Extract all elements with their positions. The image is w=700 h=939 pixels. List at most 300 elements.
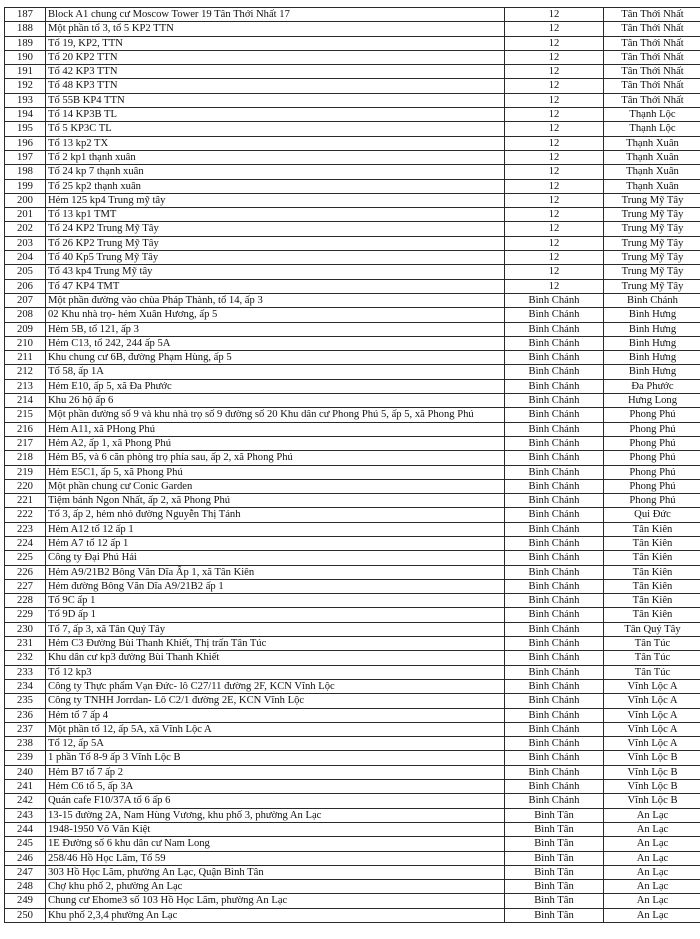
ward-cell: An Lạc bbox=[604, 880, 700, 894]
district-cell: Bình Chánh bbox=[505, 608, 604, 622]
row-number-cell: 221 bbox=[5, 494, 46, 508]
table-row bbox=[5, 579, 700, 593]
table-row bbox=[5, 251, 700, 265]
row-number-cell: 241 bbox=[5, 780, 46, 794]
row-number-cell: 187 bbox=[5, 8, 46, 22]
row-number-cell: 207 bbox=[5, 293, 46, 307]
table-row bbox=[5, 136, 700, 150]
address-cell: Hẻm B7 tổ 7 ấp 2 bbox=[46, 765, 505, 779]
address-cell: Tổ 12 kp3 bbox=[46, 665, 505, 679]
table-row bbox=[5, 837, 700, 851]
row-number-cell: 250 bbox=[5, 908, 46, 922]
district-cell: 12 bbox=[505, 79, 604, 93]
district-cell: Bình Chánh bbox=[505, 665, 604, 679]
row-number-cell: 190 bbox=[5, 50, 46, 64]
district-cell: Bình Chánh bbox=[505, 780, 604, 794]
district-cell: Bình Tân bbox=[505, 908, 604, 922]
address-cell: Tổ 3, ấp 2, hẻm nhỏ đường Nguyễn Thị Tánh bbox=[46, 508, 505, 522]
table-row bbox=[5, 808, 700, 822]
district-cell: Bình Chánh bbox=[505, 694, 604, 708]
address-cell: Hẻm tổ 7 ấp 4 bbox=[46, 708, 505, 722]
district-cell: Bình Chánh bbox=[505, 565, 604, 579]
district-cell: Bình Chánh bbox=[505, 765, 604, 779]
district-cell: Bình Chánh bbox=[505, 794, 604, 808]
address-cell: Tổ 24 kp 7 thạnh xuân bbox=[46, 165, 505, 179]
row-number-cell: 223 bbox=[5, 522, 46, 536]
ward-cell: Tân Túc bbox=[604, 665, 700, 679]
district-cell: Bình Chánh bbox=[505, 551, 604, 565]
district-cell: Bình Chánh bbox=[505, 708, 604, 722]
table-row bbox=[5, 708, 700, 722]
ward-cell: An Lạc bbox=[604, 908, 700, 922]
address-cell: Một phần chung cư Conic Garden bbox=[46, 479, 505, 493]
ward-cell: Tân Kiên bbox=[604, 579, 700, 593]
row-number-cell: 211 bbox=[5, 351, 46, 365]
district-cell: 12 bbox=[505, 8, 604, 22]
table-row bbox=[5, 637, 700, 651]
row-number-cell: 209 bbox=[5, 322, 46, 336]
row-number-cell: 244 bbox=[5, 822, 46, 836]
table-row bbox=[5, 608, 700, 622]
table-row bbox=[5, 865, 700, 879]
district-cell: Bình Tân bbox=[505, 837, 604, 851]
address-cell: Tổ 40 Kp5 Trung Mỹ Tây bbox=[46, 251, 505, 265]
table-row bbox=[5, 694, 700, 708]
district-cell: Bình Chánh bbox=[505, 351, 604, 365]
district-cell: 12 bbox=[505, 179, 604, 193]
ward-cell: Phong Phú bbox=[604, 451, 700, 465]
table-row bbox=[5, 665, 700, 679]
ward-cell: Vĩnh Lộc A bbox=[604, 722, 700, 736]
table-row bbox=[5, 365, 700, 379]
district-cell: 12 bbox=[505, 93, 604, 107]
table-row bbox=[5, 751, 700, 765]
ward-cell: Tân Thới Nhất bbox=[604, 8, 700, 22]
district-cell: Bình Chánh bbox=[505, 722, 604, 736]
district-cell: Bình Chánh bbox=[505, 422, 604, 436]
row-number-cell: 249 bbox=[5, 894, 46, 908]
row-number-cell: 222 bbox=[5, 508, 46, 522]
row-number-cell: 246 bbox=[5, 851, 46, 865]
district-cell: Bình Chánh bbox=[505, 494, 604, 508]
ward-cell: Trung Mỹ Tây bbox=[604, 236, 700, 250]
table-row bbox=[5, 279, 700, 293]
table-row bbox=[5, 394, 700, 408]
address-cell: Tổ 13 kp1 TMT bbox=[46, 208, 505, 222]
district-cell: Bình Chánh bbox=[505, 751, 604, 765]
ward-cell: Bình Hưng bbox=[604, 308, 700, 322]
ward-cell: Thạnh Lộc bbox=[604, 108, 700, 122]
ward-cell: Tân Kiên bbox=[604, 608, 700, 622]
district-cell: 12 bbox=[505, 36, 604, 50]
table-row bbox=[5, 465, 700, 479]
district-cell: Bình Chánh bbox=[505, 436, 604, 450]
district-cell: Bình Chánh bbox=[505, 365, 604, 379]
table-row bbox=[5, 93, 700, 107]
district-cell: Bình Tân bbox=[505, 822, 604, 836]
row-number-cell: 214 bbox=[5, 394, 46, 408]
ward-cell: Tân Thới Nhất bbox=[604, 65, 700, 79]
row-number-cell: 231 bbox=[5, 637, 46, 651]
ward-cell: Trung Mỹ Tây bbox=[604, 193, 700, 207]
ward-cell: Vĩnh Lộc B bbox=[604, 794, 700, 808]
address-cell: Tổ 9C ấp 1 bbox=[46, 594, 505, 608]
address-cell: Tiệm bánh Ngon Nhất, ấp 2, xã Phong Phú bbox=[46, 494, 505, 508]
address-cell: Tổ 20 KP2 TTN bbox=[46, 50, 505, 64]
district-cell: 12 bbox=[505, 50, 604, 64]
ward-cell: Trung Mỹ Tây bbox=[604, 251, 700, 265]
district-cell: 12 bbox=[505, 122, 604, 136]
row-number-cell: 202 bbox=[5, 222, 46, 236]
address-cell: 1 phần Tổ 8-9 ấp 3 Vĩnh Lộc B bbox=[46, 751, 505, 765]
table-row bbox=[5, 165, 700, 179]
ward-cell: Tân Kiên bbox=[604, 551, 700, 565]
row-number-cell: 218 bbox=[5, 451, 46, 465]
row-number-cell: 227 bbox=[5, 579, 46, 593]
row-number-cell: 195 bbox=[5, 122, 46, 136]
table-row bbox=[5, 65, 700, 79]
ward-cell: Phong Phú bbox=[604, 436, 700, 450]
address-cell: 13-15 đường 2A, Nam Hùng Vương, khu phố 3, phường An Lạc bbox=[46, 808, 505, 822]
district-cell: 12 bbox=[505, 165, 604, 179]
ward-cell: Phong Phú bbox=[604, 494, 700, 508]
ward-cell: Bình Hưng bbox=[604, 351, 700, 365]
district-cell: Bình Tân bbox=[505, 894, 604, 908]
district-cell: 12 bbox=[505, 136, 604, 150]
ward-cell: Tân Kiên bbox=[604, 522, 700, 536]
ward-cell: Thạnh Xuân bbox=[604, 165, 700, 179]
district-cell: 12 bbox=[505, 22, 604, 36]
table-row bbox=[5, 679, 700, 693]
ward-cell: Phong Phú bbox=[604, 465, 700, 479]
row-number-cell: 204 bbox=[5, 251, 46, 265]
table-row bbox=[5, 565, 700, 579]
table-row bbox=[5, 336, 700, 350]
ward-cell: Vĩnh Lộc B bbox=[604, 751, 700, 765]
row-number-cell: 194 bbox=[5, 108, 46, 122]
ward-cell: Bình Hưng bbox=[604, 365, 700, 379]
table-row bbox=[5, 193, 700, 207]
district-cell: Bình Tân bbox=[505, 880, 604, 894]
district-cell: 12 bbox=[505, 251, 604, 265]
table-row bbox=[5, 150, 700, 164]
table-row bbox=[5, 422, 700, 436]
address-cell: Tổ 7, ấp 3, xã Tân Quý Tây bbox=[46, 622, 505, 636]
district-cell: Bình Chánh bbox=[505, 622, 604, 636]
ward-cell: An Lạc bbox=[604, 837, 700, 851]
row-number-cell: 199 bbox=[5, 179, 46, 193]
address-cell: Hẻm E10, ấp 5, xã Đa Phước bbox=[46, 379, 505, 393]
row-number-cell: 243 bbox=[5, 808, 46, 822]
row-number-cell: 237 bbox=[5, 722, 46, 736]
address-cell: Hẻm B5, và 6 căn phòng trọ phía sau, ấp 2, xã Phong Phú bbox=[46, 451, 505, 465]
district-cell: Bình Chánh bbox=[505, 737, 604, 751]
row-number-cell: 212 bbox=[5, 365, 46, 379]
ward-cell: Phong Phú bbox=[604, 479, 700, 493]
row-number-cell: 196 bbox=[5, 136, 46, 150]
ward-cell: Trung Mỹ Tây bbox=[604, 208, 700, 222]
address-cell: Tổ 43 kp4 Trung Mỹ tây bbox=[46, 265, 505, 279]
ward-cell: Vĩnh Lộc B bbox=[604, 780, 700, 794]
address-cell: Tổ 19, KP2, TTN bbox=[46, 36, 505, 50]
table-row bbox=[5, 737, 700, 751]
table-row bbox=[5, 536, 700, 550]
row-number-cell: 225 bbox=[5, 551, 46, 565]
table-row bbox=[5, 265, 700, 279]
ward-cell: Bình Hưng bbox=[604, 322, 700, 336]
district-cell: Bình Chánh bbox=[505, 508, 604, 522]
row-number-cell: 229 bbox=[5, 608, 46, 622]
ward-cell: Hưng Long bbox=[604, 394, 700, 408]
address-cell: Một phần tổ 12, ấp 5A, xã Vĩnh Lộc A bbox=[46, 722, 505, 736]
table-row bbox=[5, 908, 700, 922]
ward-cell: Phong Phú bbox=[604, 408, 700, 422]
address-cell: Tổ 2 kp1 thạnh xuân bbox=[46, 150, 505, 164]
table-row bbox=[5, 122, 700, 136]
address-cell: Tổ 26 KP2 Trung Mỹ Tây bbox=[46, 236, 505, 250]
row-number-cell: 193 bbox=[5, 93, 46, 107]
address-cell: Hẻm A7 tổ 12 ấp 1 bbox=[46, 536, 505, 550]
table-row bbox=[5, 308, 700, 322]
table-row bbox=[5, 494, 700, 508]
row-number-cell: 200 bbox=[5, 193, 46, 207]
address-cell: Khu dân cư kp3 đường Bùi Thanh Khiết bbox=[46, 651, 505, 665]
address-cell: Công ty TNHH Jorrdan- Lô C2/1 đường 2E, KCN Vĩnh Lộc bbox=[46, 694, 505, 708]
table-row bbox=[5, 722, 700, 736]
ward-cell: Thạnh Xuân bbox=[604, 136, 700, 150]
table-row bbox=[5, 594, 700, 608]
table-row bbox=[5, 79, 700, 93]
row-number-cell: 242 bbox=[5, 794, 46, 808]
table-row bbox=[5, 822, 700, 836]
district-cell: 12 bbox=[505, 65, 604, 79]
address-cell: Hẻm C6 tổ 5, ấp 3A bbox=[46, 780, 505, 794]
district-cell: Bình Chánh bbox=[505, 679, 604, 693]
row-number-cell: 210 bbox=[5, 336, 46, 350]
district-cell: 12 bbox=[505, 193, 604, 207]
district-cell: Bình Chánh bbox=[505, 637, 604, 651]
district-cell: 12 bbox=[505, 236, 604, 250]
ward-cell: Tân Thới Nhất bbox=[604, 79, 700, 93]
row-number-cell: 233 bbox=[5, 665, 46, 679]
ward-cell: Trung Mỹ Tây bbox=[604, 265, 700, 279]
table-row bbox=[5, 208, 700, 222]
ward-cell: Bình Hưng bbox=[604, 336, 700, 350]
address-cell: Tổ 42 KP3 TTN bbox=[46, 65, 505, 79]
district-cell: Bình Tân bbox=[505, 865, 604, 879]
table-row bbox=[5, 236, 700, 250]
row-number-cell: 235 bbox=[5, 694, 46, 708]
table-row bbox=[5, 408, 700, 422]
table-row bbox=[5, 293, 700, 307]
address-cell: Tổ 12, ấp 5A bbox=[46, 737, 505, 751]
address-cell: Hẻm C13, tổ 242, 244 ấp 5A bbox=[46, 336, 505, 350]
table-row bbox=[5, 794, 700, 808]
address-cell: Công ty Đại Phú Hải bbox=[46, 551, 505, 565]
table-row bbox=[5, 508, 700, 522]
ward-cell: Bình Chánh bbox=[604, 293, 700, 307]
row-number-cell: 201 bbox=[5, 208, 46, 222]
ward-cell: Tân Thới Nhất bbox=[604, 50, 700, 64]
table-body bbox=[5, 8, 700, 923]
row-number-cell: 220 bbox=[5, 479, 46, 493]
table-row bbox=[5, 522, 700, 536]
address-cell: Hẻm A12 tổ 12 ấp 1 bbox=[46, 522, 505, 536]
table-row bbox=[5, 50, 700, 64]
row-number-cell: 228 bbox=[5, 594, 46, 608]
address-cell: Tổ 9D ấp 1 bbox=[46, 608, 505, 622]
address-cell: Hẻm C3 Đường Bùi Thanh Khiết, Thị trấn Tân Túc bbox=[46, 637, 505, 651]
district-cell: Bình Chánh bbox=[505, 379, 604, 393]
ward-cell: Tân Kiên bbox=[604, 536, 700, 550]
address-cell: 303 Hồ Học Lãm, phường An Lạc, Quận Bình Tân bbox=[46, 865, 505, 879]
row-number-cell: 192 bbox=[5, 79, 46, 93]
ward-cell: An Lạc bbox=[604, 865, 700, 879]
district-cell: 12 bbox=[505, 150, 604, 164]
district-cell: 12 bbox=[505, 265, 604, 279]
ward-cell: Tân Túc bbox=[604, 651, 700, 665]
address-cell: Hẻm đường Bông Văn Dĩa A9/21B2 ấp 1 bbox=[46, 579, 505, 593]
ward-cell: Tân Kiên bbox=[604, 594, 700, 608]
table-row bbox=[5, 351, 700, 365]
row-number-cell: 206 bbox=[5, 279, 46, 293]
ward-cell: Trung Mỹ Tây bbox=[604, 279, 700, 293]
district-cell: Bình Chánh bbox=[505, 651, 604, 665]
district-cell: Bình Chánh bbox=[505, 579, 604, 593]
district-cell: Bình Tân bbox=[505, 851, 604, 865]
row-number-cell: 232 bbox=[5, 651, 46, 665]
address-cell: Một phần tổ 3, tổ 5 KP2 TTN bbox=[46, 22, 505, 36]
row-number-cell: 188 bbox=[5, 22, 46, 36]
row-number-cell: 238 bbox=[5, 737, 46, 751]
ward-cell: Thạnh Xuân bbox=[604, 150, 700, 164]
ward-cell: Trung Mỹ Tây bbox=[604, 222, 700, 236]
address-cell: Công ty Thực phẩm Vạn Đức- lô C27/11 đường 2F, KCN Vĩnh Lộc bbox=[46, 679, 505, 693]
district-cell: Bình Chánh bbox=[505, 293, 604, 307]
district-cell: Bình Chánh bbox=[505, 322, 604, 336]
address-cell: Tổ 47 KP4 TMT bbox=[46, 279, 505, 293]
address-cell: Tổ 13 kp2 TX bbox=[46, 136, 505, 150]
ward-cell: An Lạc bbox=[604, 894, 700, 908]
address-cell: Tổ 14 KP3B TL bbox=[46, 108, 505, 122]
address-cell: 1E Đường số 6 khu dân cư Nam Long bbox=[46, 837, 505, 851]
address-cell: 258/46 Hồ Học Lãm, Tổ 59 bbox=[46, 851, 505, 865]
row-number-cell: 197 bbox=[5, 150, 46, 164]
ward-cell: Tân Thới Nhất bbox=[604, 22, 700, 36]
district-cell: Bình Chánh bbox=[505, 336, 604, 350]
district-cell: Bình Chánh bbox=[505, 522, 604, 536]
table-row bbox=[5, 179, 700, 193]
row-number-cell: 216 bbox=[5, 422, 46, 436]
address-cell: Hẻm 5B, tổ 121, ấp 3 bbox=[46, 322, 505, 336]
table-row bbox=[5, 622, 700, 636]
district-cell: 12 bbox=[505, 208, 604, 222]
address-cell: Khu 26 hộ ấp 6 bbox=[46, 394, 505, 408]
ward-cell: Tân Túc bbox=[604, 637, 700, 651]
row-number-cell: 239 bbox=[5, 751, 46, 765]
address-cell: 1948-1950 Võ Văn Kiệt bbox=[46, 822, 505, 836]
district-cell: Bình Chánh bbox=[505, 408, 604, 422]
district-cell: 12 bbox=[505, 222, 604, 236]
district-cell: 12 bbox=[505, 108, 604, 122]
ward-cell: Thạnh Lộc bbox=[604, 122, 700, 136]
address-cell: Một phần đường vào chùa Pháp Thành, tổ 14, ấp 3 bbox=[46, 293, 505, 307]
address-cell: Hẻm A9/21B2 Bông Văn Dĩa Ấp 1, xã Tân Kiên bbox=[46, 565, 505, 579]
row-number-cell: 230 bbox=[5, 622, 46, 636]
address-cell: 02 Khu nhà trọ- hẻm Xuân Hương, ấp 5 bbox=[46, 308, 505, 322]
district-cell: Bình Chánh bbox=[505, 451, 604, 465]
row-number-cell: 236 bbox=[5, 708, 46, 722]
district-cell: Bình Chánh bbox=[505, 536, 604, 550]
row-number-cell: 189 bbox=[5, 36, 46, 50]
address-cell: Chợ khu phố 2, phường An Lạc bbox=[46, 880, 505, 894]
ward-cell: Qui Đức bbox=[604, 508, 700, 522]
ward-cell: An Lạc bbox=[604, 822, 700, 836]
district-cell: Bình Tân bbox=[505, 808, 604, 822]
ward-cell: Vĩnh Lộc A bbox=[604, 708, 700, 722]
address-cell: Hẻm E5C1, ấp 5, xã Phong Phú bbox=[46, 465, 505, 479]
table-row bbox=[5, 222, 700, 236]
row-number-cell: 191 bbox=[5, 65, 46, 79]
table-row bbox=[5, 108, 700, 122]
table-row bbox=[5, 894, 700, 908]
row-number-cell: 213 bbox=[5, 379, 46, 393]
address-table bbox=[4, 7, 700, 923]
table-row bbox=[5, 780, 700, 794]
address-cell: Tổ 58, ấp 1A bbox=[46, 365, 505, 379]
row-number-cell: 247 bbox=[5, 865, 46, 879]
ward-cell: Tân Thới Nhất bbox=[604, 93, 700, 107]
row-number-cell: 217 bbox=[5, 436, 46, 450]
ward-cell: Vĩnh Lộc A bbox=[604, 679, 700, 693]
ward-cell: Tân Quý Tây bbox=[604, 622, 700, 636]
row-number-cell: 224 bbox=[5, 536, 46, 550]
address-cell: Tổ 24 KP2 Trung Mỹ Tây bbox=[46, 222, 505, 236]
ward-cell: Vĩnh Lộc B bbox=[604, 765, 700, 779]
row-number-cell: 226 bbox=[5, 565, 46, 579]
ward-cell: An Lạc bbox=[604, 851, 700, 865]
address-cell: Tổ 48 KP3 TTN bbox=[46, 79, 505, 93]
address-cell: Tổ 55B KP4 TTN bbox=[46, 93, 505, 107]
address-cell: Hẻm A11, xã PHong Phú bbox=[46, 422, 505, 436]
district-cell: Bình Chánh bbox=[505, 479, 604, 493]
address-cell: Hẻm A2, ấp 1, xã Phong Phú bbox=[46, 436, 505, 450]
table-row bbox=[5, 36, 700, 50]
table-row bbox=[5, 379, 700, 393]
table-row bbox=[5, 651, 700, 665]
row-number-cell: 198 bbox=[5, 165, 46, 179]
row-number-cell: 205 bbox=[5, 265, 46, 279]
address-cell: Tổ 5 KP3C TL bbox=[46, 122, 505, 136]
row-number-cell: 245 bbox=[5, 837, 46, 851]
row-number-cell: 208 bbox=[5, 308, 46, 322]
ward-cell: Tân Kiên bbox=[604, 565, 700, 579]
address-cell: Quán cafe F10/37A tổ 6 ấp 6 bbox=[46, 794, 505, 808]
table-row bbox=[5, 851, 700, 865]
table-row bbox=[5, 551, 700, 565]
table-row bbox=[5, 479, 700, 493]
row-number-cell: 240 bbox=[5, 765, 46, 779]
address-cell: Hẻm 125 kp4 Trung mỹ tây bbox=[46, 193, 505, 207]
ward-cell: Tân Thới Nhất bbox=[604, 36, 700, 50]
row-number-cell: 234 bbox=[5, 679, 46, 693]
table-row bbox=[5, 8, 700, 22]
row-number-cell: 219 bbox=[5, 465, 46, 479]
ward-cell: Vĩnh Lộc A bbox=[604, 694, 700, 708]
address-cell: Khu phố 2,3,4 phường An Lạc bbox=[46, 908, 505, 922]
district-cell: Bình Chánh bbox=[505, 394, 604, 408]
address-cell: Một phần đường số 9 và khu nhà trọ số 9 đường số 20 Khu dân cư Phong Phú 5, ấp 5, xã Phong Phú bbox=[46, 408, 505, 422]
